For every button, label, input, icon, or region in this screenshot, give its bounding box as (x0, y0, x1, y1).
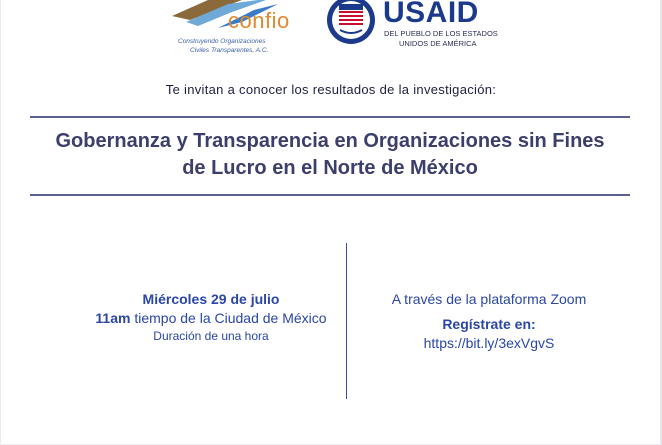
usaid-subtitle-2: UNIDOS DE AMÉRICA (399, 39, 477, 48)
confio-tagline-2: Civiles Transparentes, A.C. (190, 47, 269, 54)
confio-tagline-1: Construyendo Organizaciones (178, 38, 266, 45)
event-time-hour: 11am (95, 310, 131, 326)
registration-link[interactable]: https://bit.ly/3exVgvS (423, 335, 555, 351)
platform-text: A través de la plataforma Zoom (391, 291, 587, 307)
usaid-seal-icon (326, 0, 376, 46)
registration-info (355, 290, 623, 353)
frame-left-edge (0, 0, 1, 445)
event-title (30, 128, 630, 182)
event-schedule (30, 290, 392, 344)
invite-line: Te invitan a conocer los resultados de la investigación: (165, 82, 497, 97)
column-divider (346, 243, 347, 399)
event-title-line-2: de Lucro en el Norte de México (182, 157, 478, 179)
event-title-line-1: Gobernanza y Transparencia en Organizaciones sin Fines (55, 130, 605, 152)
event-date: Miércoles 29 de julio (142, 291, 280, 307)
title-rule-top (30, 116, 630, 118)
event-time-zone: tiempo de la Ciudad de México (134, 310, 327, 326)
event-duration: Duración de una hora (153, 329, 269, 343)
event-time (30, 309, 392, 328)
usaid-subtitle-1: DEL PUEBLO DE LOS ESTADOS (384, 29, 498, 38)
usaid-wordmark: USAID (383, 0, 479, 29)
confio-wordmark: confio (228, 8, 290, 33)
title-rule-bottom (30, 194, 630, 196)
register-cta: Regístrate en: (442, 316, 536, 332)
